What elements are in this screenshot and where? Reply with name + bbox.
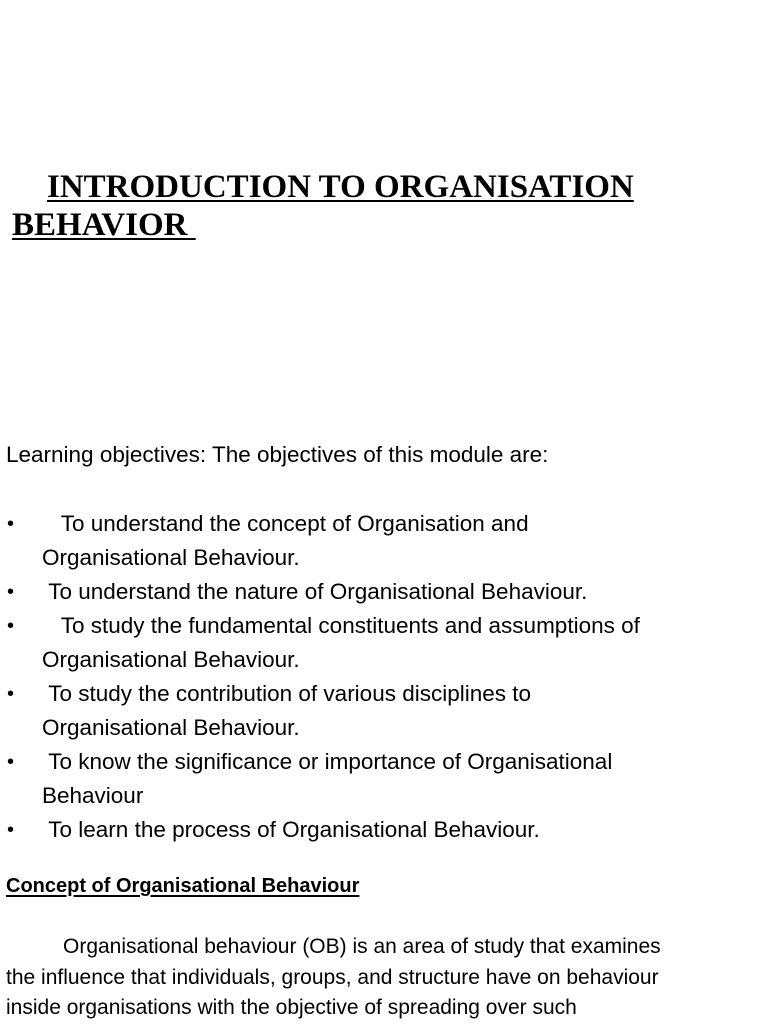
objective-item [0, 677, 768, 745]
bullet-icon: • [7, 615, 15, 637]
objective-text: To understand the concept of Organisation and Organisational Behaviour. [42, 511, 529, 570]
learning-objectives-intro: Learning objectives: The objectives of this module are: [6, 442, 549, 467]
objective-item [0, 609, 768, 677]
document-title [12, 168, 712, 244]
objective-text: To know the significance or importance of Organisational Behaviour [42, 749, 613, 808]
objective-item [0, 507, 768, 575]
paragraph-line: inside organisations with the objective of spreading over such [6, 996, 577, 1019]
concept-paragraph [6, 932, 762, 1024]
section-heading: Concept of Organisational Behaviour [6, 875, 360, 897]
bullet-icon: • [7, 581, 15, 603]
objective-text: To study the fundamental constituents and assumptions of Organisational Behaviour. [42, 613, 640, 672]
objective-text: To study the contribution of various disciplines to Organisational Behaviour. [42, 681, 532, 740]
objective-item [0, 745, 768, 813]
bullet-icon: • [7, 819, 15, 841]
objectives-list [0, 507, 768, 847]
bullet-icon: • [7, 513, 15, 535]
title-line-1: INTRODUCTION TO ORGANISATION [47, 169, 634, 205]
bullet-icon: • [7, 751, 15, 773]
objective-text: To understand the nature of Organisational Behaviour. [42, 579, 588, 604]
paragraph-line: the influence that individuals, groups, and structure have on behaviour [6, 965, 659, 989]
objective-item [0, 575, 768, 609]
objective-item [0, 813, 768, 847]
title-line-2: BEHAVIOR [12, 207, 196, 243]
objective-text: To learn the process of Organisational Behaviour. [42, 817, 540, 842]
bullet-icon: • [7, 683, 15, 705]
paragraph-line: Organisational behaviour (OB) is an area of study that examines [63, 935, 661, 958]
